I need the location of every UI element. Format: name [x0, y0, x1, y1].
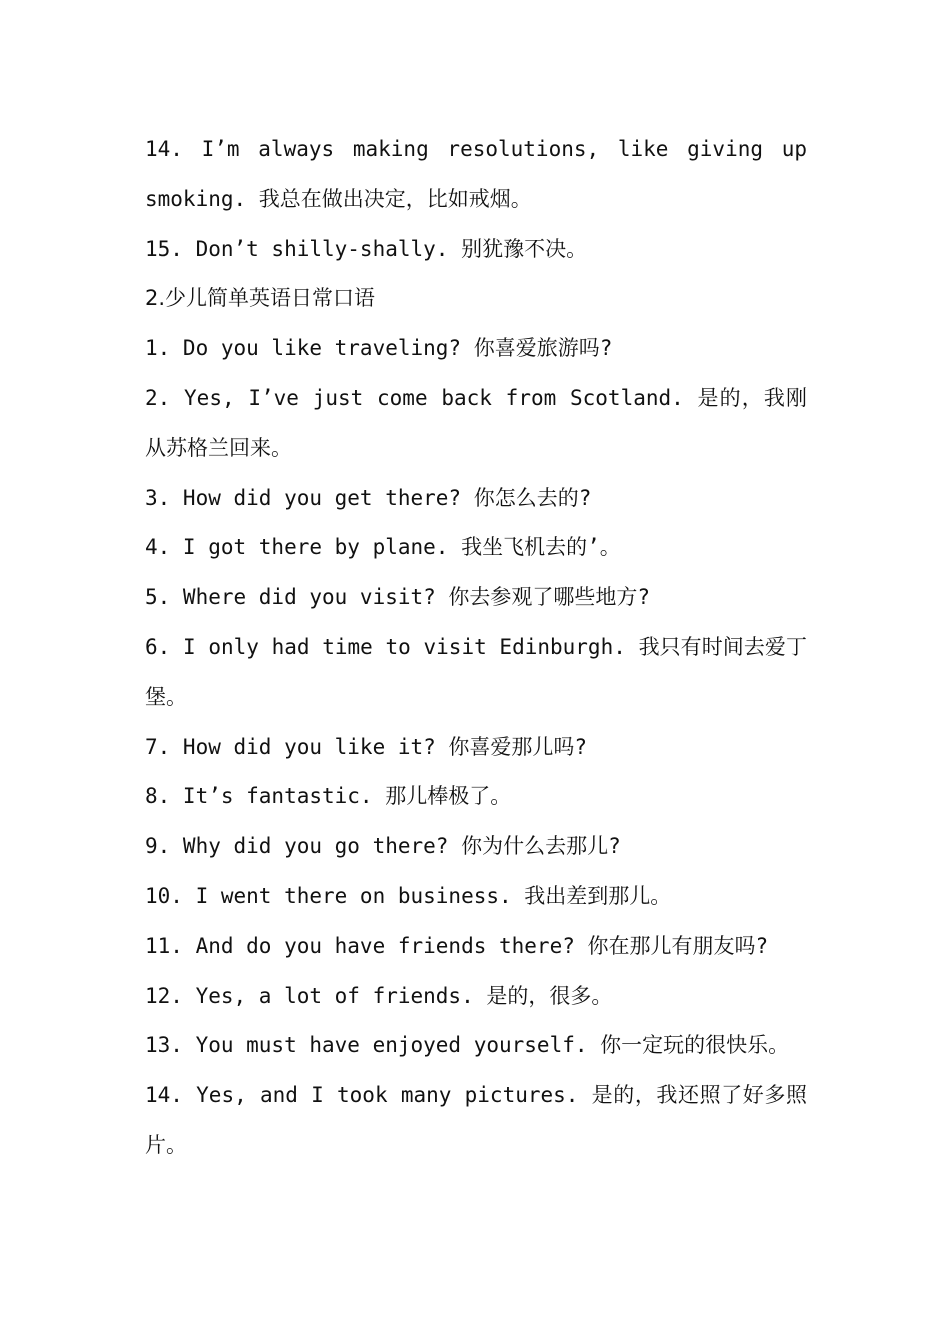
phrase-line-9: 9. Why did you go there? 你为什么去那儿? — [145, 834, 621, 859]
phrase-line-14-resolutions: 14. I’m always making resolutions, like giving up smoking. 我总在做出决定，比如戒烟。 — [145, 137, 807, 211]
phrase-line-2: 2. Yes, I’ve just come back from Scotland. 是的，我刚从苏格兰回来。 — [145, 385, 807, 460]
phrase-line-8: 8. It’s fantastic. 那儿棒极了。 — [145, 784, 512, 809]
phrase-line-7: 7. How did you like it? 你喜爱那儿吗? — [145, 734, 588, 759]
phrase-line-12: 12. Yes, a lot of friends. 是的，很多。 — [145, 983, 613, 1008]
phrase-line-4: 4. I got there by plane. 我坐飞机去的’。 — [145, 535, 621, 560]
document-page — [145, 125, 807, 1171]
phrase-line-11: 11. And do you have friends there? 你在那儿有朋友吗? — [145, 933, 769, 958]
phrase-line-14-pictures: 14. Yes, and I took many pictures. 是的，我还照了好多照片。 — [145, 1083, 807, 1157]
phrase-line-6: 6. I only had time to visit Edinburgh. 我只有时间去爱丁堡。 — [145, 634, 807, 709]
section-heading: 2.少儿简单英语日常口语 — [145, 286, 376, 311]
phrase-line-5: 5. Where did you visit? 你去参观了哪些地方? — [145, 585, 651, 610]
phrase-line-3: 3. How did you get there? 你怎么去的? — [145, 485, 592, 510]
phrase-line-13: 13. You must have enjoyed yourself. 你一定玩的很快乐。 — [145, 1033, 790, 1058]
phrase-line-15-shilly-shally: 15. Don’t shilly-shally. 别犹豫不决。 — [145, 236, 588, 261]
phrase-line-1: 1. Do you like traveling? 你喜爱旅游吗? — [145, 336, 613, 361]
phrase-line-10: 10. I went there on business. 我出差到那儿。 — [145, 883, 672, 908]
